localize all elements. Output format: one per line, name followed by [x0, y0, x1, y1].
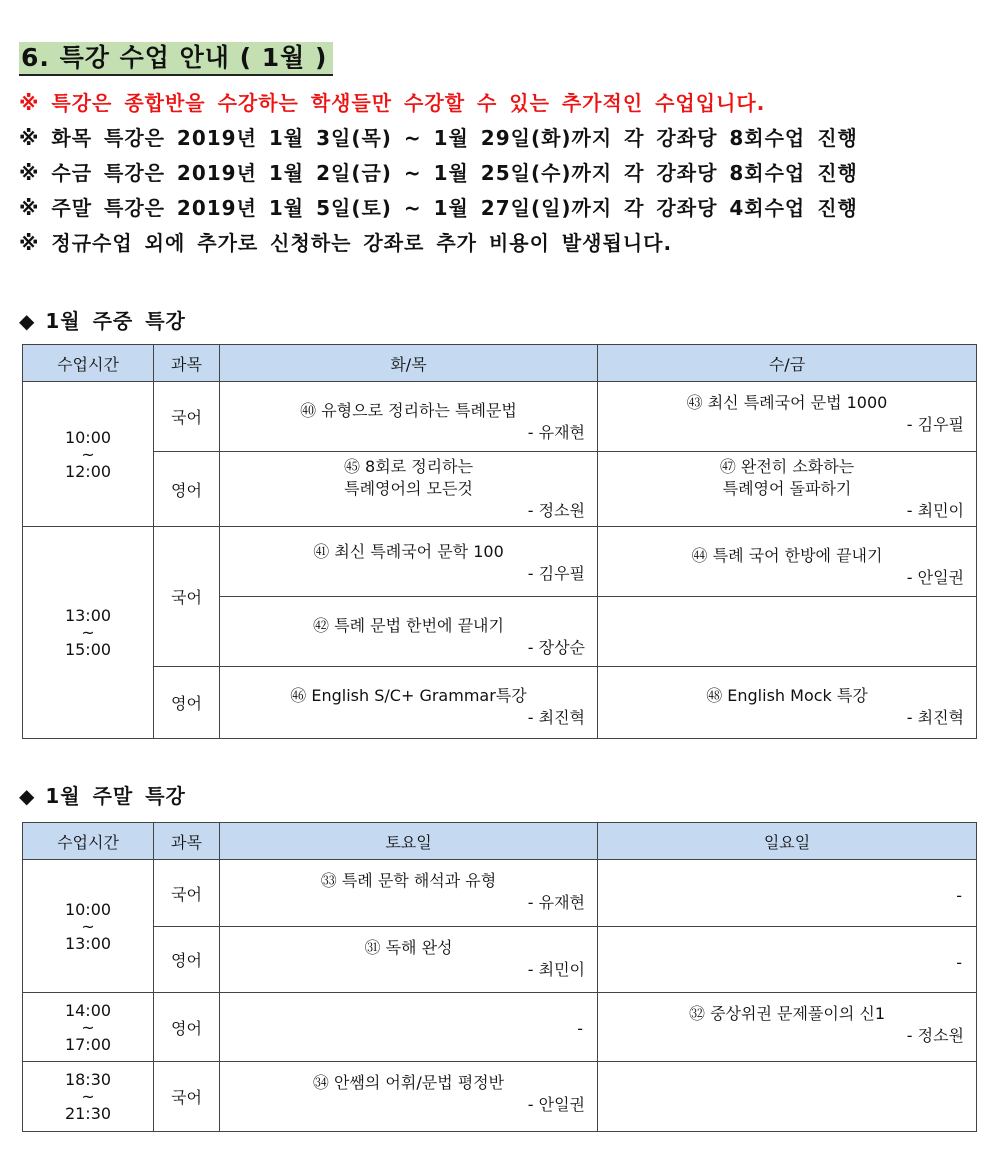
- time-cell: [23, 527, 154, 739]
- diamond-icon: ◆: [19, 309, 36, 333]
- subject-cell: 영어: [154, 667, 220, 739]
- time-sep: ~: [81, 1017, 95, 1037]
- class-title: ㊸ 최신 특례국어 문법 1000: [686, 393, 888, 412]
- class-title: ㉜ 중상위권 문제풀이의 신1: [689, 1004, 885, 1023]
- time-sep: ~: [81, 623, 95, 642]
- instructor: - 최민이: [906, 501, 964, 520]
- notice-wed-fri: ※ 수금 특강은 2019년 1월 2일(금) ~ 1월 25일(수)까지 각 강좌당 8회수업 진행: [19, 161, 858, 185]
- header-wed-fri: 수/금: [598, 345, 977, 382]
- class-title: ㊹ 특례 국어 한방에 끝내기: [691, 546, 883, 565]
- table-header-row: [23, 345, 977, 382]
- header-time: 수업시간: [23, 823, 154, 860]
- notice-extra-cost: ※ 정규수업 외에 추가로 신청하는 강좌로 추가 비용이 발생됩니다.: [19, 231, 673, 255]
- weekend-section-heading: [19, 780, 186, 809]
- time-start: 13:00: [64, 606, 112, 625]
- notice-eligibility: ※ 특강은 종합반을 수강하는 학생들만 수강할 수 있는 추가적인 수업입니다.: [19, 91, 766, 115]
- instructor: - 최민이: [527, 960, 585, 979]
- header-saturday: 토요일: [220, 823, 598, 860]
- time-cell: [23, 1062, 154, 1132]
- class-title: ㊽ English Mock 특강: [706, 686, 868, 705]
- time-start: 14:00: [64, 1000, 112, 1020]
- class-cell: [598, 452, 977, 527]
- class-title: ㉞ 안쌤의 어휘/문법 평정반: [312, 1073, 505, 1092]
- empty-cell: [598, 597, 977, 667]
- header-subject: 과목: [154, 823, 220, 860]
- table-row: [23, 993, 977, 1062]
- table-row: [23, 382, 977, 452]
- class-title-line2: 특례영어의 모든것: [344, 479, 473, 498]
- subject-cell: 국어: [154, 860, 220, 927]
- weekday-heading-text: 1월 주중 특강: [45, 309, 186, 333]
- weekday-schedule-table: [22, 344, 977, 739]
- table-header-row: [23, 823, 977, 860]
- weekday-section-heading: [19, 305, 186, 334]
- time-cell: [23, 993, 154, 1062]
- class-title: ㉝ 특례 문학 해석과 유형: [320, 871, 497, 890]
- header-time: 수업시간: [23, 345, 154, 382]
- class-title: ㊻ English S/C+ Grammar특강: [290, 686, 527, 705]
- instructor: - 정소원: [906, 1026, 964, 1045]
- time-cell: [23, 860, 154, 993]
- class-cell: [220, 382, 598, 452]
- class-title: ㊼ 완전히 소화하는: [719, 457, 855, 476]
- time-cell: [23, 382, 154, 527]
- weekend-schedule-table: [22, 822, 977, 1132]
- instructor: - 김우필: [527, 564, 585, 583]
- time-end: 17:00: [64, 1034, 112, 1054]
- time-sep: ~: [81, 1087, 95, 1106]
- time-start: 18:30: [64, 1070, 112, 1089]
- class-cell: [598, 667, 977, 739]
- time-end: 21:30: [64, 1104, 112, 1123]
- class-title: ㊵ 유형으로 정리하는 특례문법: [300, 401, 517, 420]
- subject-cell: 영어: [154, 993, 220, 1062]
- time-start: 10:00: [64, 899, 112, 919]
- class-cell: [220, 993, 598, 1062]
- notice-list: [19, 86, 979, 261]
- instructor: - 정소원: [527, 501, 585, 520]
- header-subject: 과목: [154, 345, 220, 382]
- class-cell: [598, 382, 977, 452]
- instructor: - 최진혁: [527, 708, 585, 727]
- class-title: ㉛ 독해 완성: [364, 938, 453, 957]
- table-row: [23, 667, 977, 739]
- subject-cell: 국어: [154, 1062, 220, 1132]
- time-sep: ~: [81, 444, 95, 464]
- class-title: ㊺ 8회로 정리하는: [343, 457, 474, 476]
- class-cell: [220, 927, 598, 993]
- instructor: - 안일권: [527, 1095, 585, 1114]
- diamond-icon: ◆: [19, 784, 36, 808]
- time-end: 13:00: [64, 933, 112, 953]
- table-row: [23, 860, 977, 927]
- class-cell: [220, 860, 598, 927]
- instructor: - 유재현: [527, 423, 585, 442]
- instructor: - 유재현: [527, 893, 585, 912]
- instructor: - 최진혁: [906, 708, 964, 727]
- time-start: 10:00: [64, 427, 112, 447]
- class-title: ㊶ 최신 특례국어 문학 100: [313, 542, 504, 561]
- class-cell: [220, 527, 598, 597]
- class-cell: [598, 993, 977, 1062]
- empty-dash: -: [956, 953, 962, 972]
- table-row: [23, 527, 977, 597]
- class-cell: [598, 927, 977, 993]
- empty-dash: -: [577, 1019, 583, 1038]
- time-end: 15:00: [64, 640, 112, 659]
- class-cell: [220, 597, 598, 667]
- empty-cell: [598, 1062, 977, 1132]
- instructor: - 김우필: [906, 415, 964, 434]
- instructor: - 장상순: [527, 638, 585, 657]
- time-sep: ~: [81, 916, 95, 936]
- class-cell: [598, 527, 977, 597]
- header-sunday: 일요일: [598, 823, 977, 860]
- subject-cell: 영어: [154, 927, 220, 993]
- subject-cell: 영어: [154, 452, 220, 527]
- table-row: [23, 927, 977, 993]
- instructor: - 안일권: [906, 568, 964, 587]
- class-cell: [220, 667, 598, 739]
- notice-weekend: ※ 주말 특강은 2019년 1월 5일(토) ~ 1월 27일(일)까지 각 강좌당 4회수업 진행: [19, 196, 858, 220]
- class-title: ㊷ 특례 문법 한번에 끝내기: [313, 616, 504, 635]
- class-title-line2: 특례영어 돌파하기: [722, 479, 852, 498]
- table-row: [23, 1062, 977, 1132]
- empty-dash: -: [956, 886, 962, 905]
- subject-cell: 국어: [154, 527, 220, 667]
- class-cell: [220, 1062, 598, 1132]
- time-end: 12:00: [64, 461, 112, 481]
- class-cell: [220, 452, 598, 527]
- table-row: [23, 452, 977, 527]
- weekend-heading-text: 1월 주말 특강: [45, 784, 186, 808]
- class-cell: [598, 860, 977, 927]
- page-title: 6. 특강 수업 안내 ( 1월 ): [19, 42, 333, 76]
- header-tue-thu: 화/목: [220, 345, 598, 382]
- notice-tue-thu: ※ 화목 특강은 2019년 1월 3일(목) ~ 1월 29일(화)까지 각 강좌당 8회수업 진행: [19, 126, 858, 150]
- subject-cell: 국어: [154, 382, 220, 452]
